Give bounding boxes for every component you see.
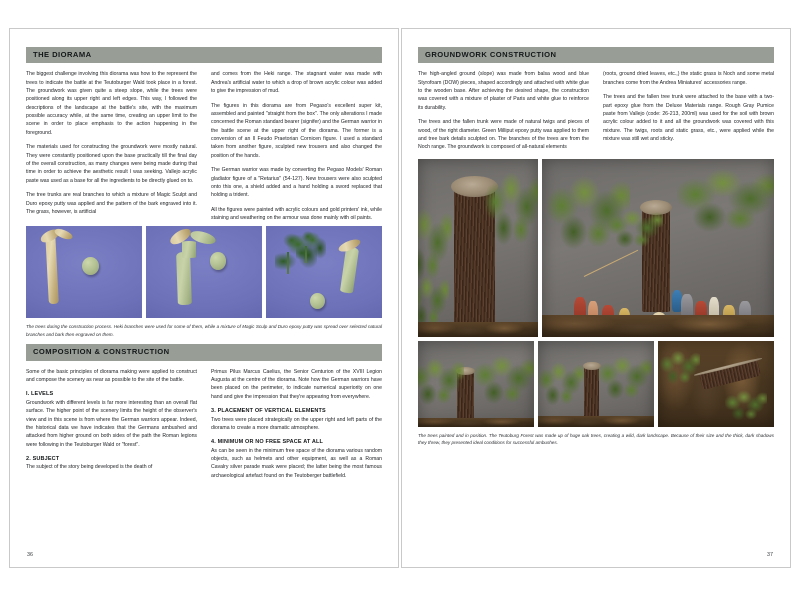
section-heading-composition-construction: COMPOSITION & CONSTRUCTION xyxy=(26,344,382,360)
page-number-left: 36 xyxy=(27,552,33,558)
paragraph: The high-angled ground (slope) was made from balsa wood and blue Styrofoam (DOW) pieces, shaped accordingly and attached with white glue to the wooden base. After achieving the desired shape, the construction was covered with a mixture of plaster of Paris and white glue to reinforce its durability. xyxy=(418,71,589,111)
diorama-columns xyxy=(26,70,382,222)
paragraph: The trees and the fallen trunk were made of natural twigs and pieces of wood, of the right diameter. Green Milliput epoxy putty was applied to them and tree bark details sculpted on. The branches of the trees are from the Noch range. The groundwork is composed of all-natural elements xyxy=(418,119,589,151)
photo-fallen-trunk-detail xyxy=(658,341,774,427)
right-page xyxy=(401,28,791,568)
photo-heki-foliage-and-branch xyxy=(266,226,382,318)
paragraph: Some of the basic principles of diorama making were applied to construct and compose the scenery as near as possible to the site of the battle. xyxy=(26,368,197,383)
photo-tree-trunk-closeup xyxy=(418,159,538,337)
paragraph: The tree trunks are real branches to which a mixture of Magic Sculpt and Duro epoxy putty was applied and the pattern of the bark engraved into it. The grass, however, is artificial xyxy=(26,192,197,215)
photo-battle-scene-wide xyxy=(542,159,774,337)
left-page xyxy=(9,28,399,568)
paragraph: Primus Pilus Marcus Caelius, the Senior Centurion of the XVIII Legion Augusta at the centre of the diorama. Note how the German warriors have been placed on the perimeter, to indicate numerical superiority on one hand and give the impression that they're appearing from everywhere. xyxy=(211,368,382,400)
paragraph: The subject of the story being developed is the death of xyxy=(26,464,153,471)
groundwork-columns xyxy=(418,70,774,151)
groundwork-column-1 xyxy=(418,70,589,151)
subheading-levels: I. LEVELS xyxy=(26,391,54,398)
diorama-column-1 xyxy=(26,70,197,216)
photo-branch-with-sculpted-bark xyxy=(146,226,262,318)
composition-column-2 xyxy=(211,368,382,480)
left-photo-caption: The trees during the construction process. Heki branches were used for some of them, while a mixture of Magic Sculp and Duro epoxy putty was spread over selected natural branches and bark then engraved on them. xyxy=(26,324,382,337)
diorama-photo-row-bottom xyxy=(418,341,774,427)
diorama-photo-row-top xyxy=(418,159,774,337)
photo-tree-right-detail xyxy=(538,341,654,427)
groundwork-column-2 xyxy=(603,70,774,143)
paragraph: and comes from the Heki range. The stagnant water was made with Andrea's artificial water to which a drop of brown acrylic colour was added to give the impression of mud. xyxy=(211,71,382,95)
paragraph: The biggest challenge involving this diorama was how to the represent the trees to indicate the battle at the Teutoburger Wald took place in a forest. The groundwork was given quite a steep slope, while the trees were positioned along its upper right and left edges. This way, I followed the descriptions of the landscape at the battle's site, with the maximum possible accuracy while, at the same time, creating an upper limit to the scene in order to place emphasis to the action happening in the foreground. xyxy=(26,71,197,136)
paragraph: The German warrior was made by converting the Pegaso Models' Roman gladiator figure of a "Retarius" (54-127). New trousers were also sculpted onto this one, a shield added and a hand holding a sword replaced that holding a trident. xyxy=(211,167,382,199)
paragraph: The trees and the fallen tree trunk were attached to the base with a two-part epoxy glue from the Deluxe Materials range. Rough Gray Pumice paste from Vallejo (code: 26-213, 200ml) was used for the soil with brown acrylic colour added to it and all the groundwork was covered with this mixture. The twigs, roots and static grass, etc., were applied while the mixture was still wet and sticky. xyxy=(603,94,774,142)
subheading-minimum-or-no-free-space: 4. MINIMUM OR NO FREE SPACE AT ALL xyxy=(211,439,324,446)
paragraph: Two trees were placed strategically on the upper right and left parts of the diorama to create a more dramatic atmosphere. xyxy=(211,416,382,431)
right-photo-caption: The trees painted and in position. The Teutoburg Forest was made up of huge oak trees, creating a wild, dark landscape. Because of their size and the thick, dark shadows they threw, they presented ideal conditions for successful ambushes. xyxy=(418,432,774,446)
photo-tree-left-detail xyxy=(418,341,534,427)
paragraph: All the figures were painted with acrylic colours and gold printers' ink, while staining and weathering on the armour was done mainly with oil paints. xyxy=(211,206,382,222)
construction-photo-row xyxy=(26,226,382,318)
subheading-placement-of-vertical-elements: 3. PLACEMENT OF VERTICAL ELEMENTS xyxy=(211,408,326,414)
subheading-subject: 2. SUBJECT xyxy=(26,455,60,462)
page-number-right: 37 xyxy=(767,552,773,558)
section-heading-groundwork-construction: GROUNDWORK CONSTRUCTION xyxy=(418,47,774,63)
paragraph: Groundwork with different levels is far more interesting than an overall flat surface. The higher point of the scenery limits the height of the observer's view and in this scene is from where the German warriors appear. Indeed, the historical data we have indicates that the Germans ambushed and attacked from higher ground on both sides of the path the Roman legions were following in the Teutoburger Wald or "forest". xyxy=(26,399,197,448)
composition-columns xyxy=(26,368,382,480)
paragraph: (roots, ground dried leaves, etc.,) the static grass is Noch and some metal branches come from the Andrea Miniatures' accessories range. xyxy=(603,71,774,86)
paragraph: The figures in this diorama are from Pegaso's excellent super kit, assembled and painted "straight from the box". The only alterations I made concerned the Roman standard bearer (signifer) and the German warrior in the battle scene at the upper right of the diorama. The former is a conversion of an Il Feudo Praetorian Cornicen figure. I used a standard taken from another figure, sculpted new trousers and also changed the position of the hands. xyxy=(211,102,382,159)
section-heading-the-diorama: THE DIORAMA xyxy=(26,47,382,63)
diorama-column-2 xyxy=(211,70,382,222)
paragraph: The materials used for constructing the groundwork were mostly natural. They were constantly positioned upon the base practically till the final day of the overall construction, as many changes were being made during that time in order to achieve the aesthetic result I was seeking. Vallejo acrylic paste was used as a base for all the ingredients to be directly glued on to. xyxy=(26,144,197,184)
paragraph: As can be seen in the minimum free space of the diorama various random objects, such as helmets and other equipment, as well as a Roman Cavalry silver parade mask were placed; the latter being the most famous archaeological artefact found on the Teutoberger battlefield. xyxy=(211,447,382,479)
photo-bare-branch-with-putty-ball xyxy=(26,226,142,318)
composition-column-1 xyxy=(26,368,197,472)
